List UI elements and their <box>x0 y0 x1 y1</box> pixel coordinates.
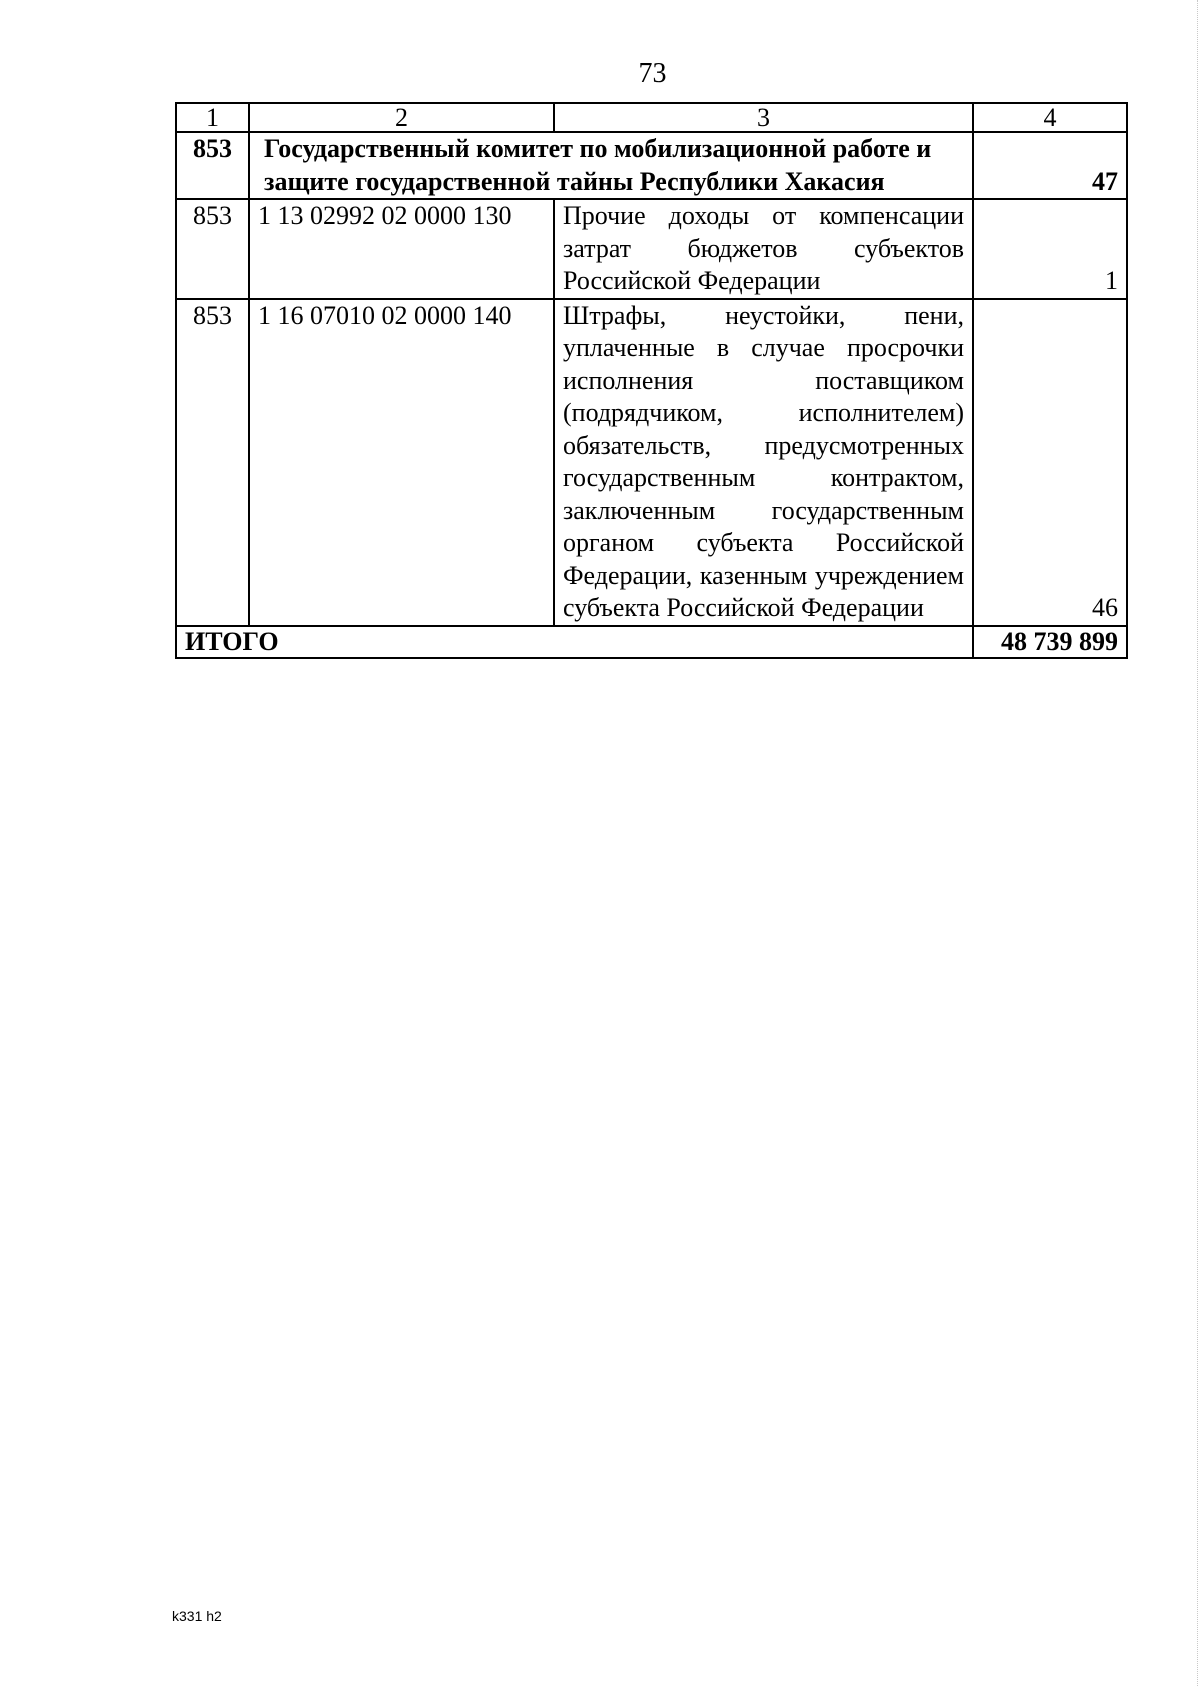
description-cell: Штрафы, неустойки, пени, уплаченные в случае просрочки исполнения поставщиком (подрядчиком, исполнителем) обязательств, предусмотренных государственным контрактом, заключенным государственным органом субъекта Российской Федерации, казенным учреждением субъекта Российской Федерации <box>554 299 973 626</box>
total-amount: 48 739 899 <box>973 626 1127 658</box>
scan-edge <box>1196 0 1198 1686</box>
group-amount: 47 <box>973 132 1127 199</box>
group-admin-code: 853 <box>176 132 249 199</box>
table-header-row <box>176 103 1127 132</box>
amount-cell: 46 <box>973 299 1127 626</box>
table-total-row <box>176 626 1127 658</box>
table-row <box>176 299 1127 626</box>
column-header: 1 <box>176 103 249 132</box>
budget-table <box>175 102 1128 659</box>
page-number: 73 <box>638 58 667 89</box>
admin-code-cell: 853 <box>176 299 249 626</box>
group-title: Государственный комитет по мобилизационной работе и защите государственной тайны Республики Хакасия <box>249 132 973 199</box>
column-header: 4 <box>973 103 1127 132</box>
budget-code-cell: 1 13 02992 02 0000 130 <box>249 199 554 299</box>
column-header: 2 <box>249 103 554 132</box>
column-header: 3 <box>554 103 973 132</box>
budget-code-cell: 1 16 07010 02 0000 140 <box>249 299 554 626</box>
description-cell: Прочие доходы от компенсации затрат бюджетов субъектов Российской Федерации <box>554 199 973 299</box>
amount-cell: 1 <box>973 199 1127 299</box>
table-row <box>176 199 1127 299</box>
admin-code-cell: 853 <box>176 199 249 299</box>
footer-code: k331 h2 <box>172 1608 222 1624</box>
total-label: ИТОГО <box>176 626 973 658</box>
table-group-row <box>176 132 1127 199</box>
